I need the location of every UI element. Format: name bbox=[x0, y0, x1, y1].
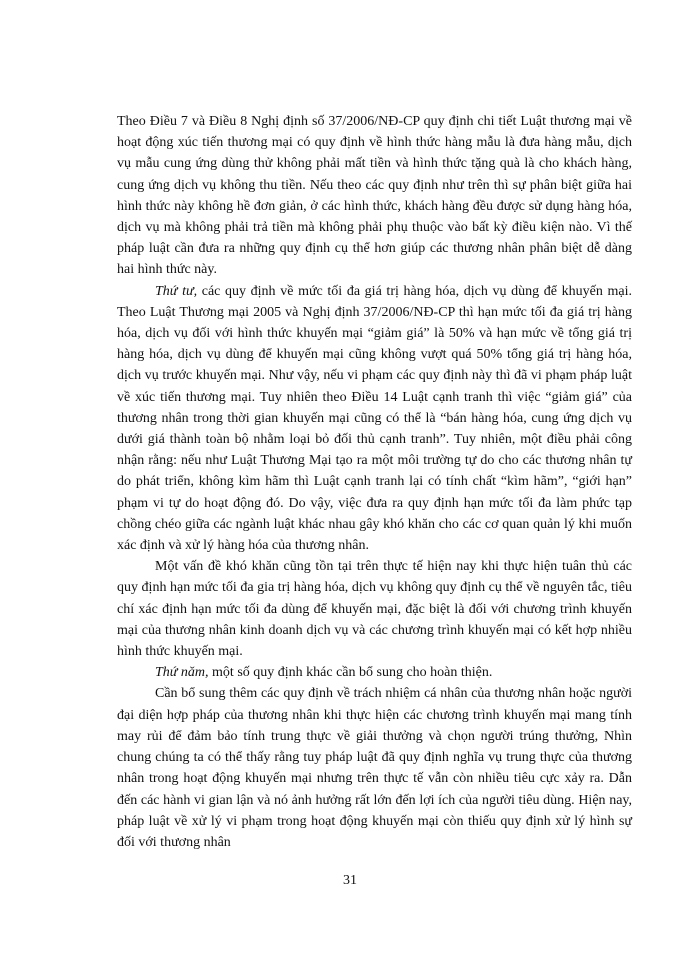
paragraph-1 bbox=[117, 111, 632, 281]
paragraph-2-text: các quy định về mức tối đa giá trị hàng hóa, dịch vụ dùng để khuyến mại. Theo Luật Thương mại 2005 và Nghị định 37/2006/NĐ-CP thì hạn mức tối đa giá trị hàng hóa, dịch vụ đối với hình thức khuyến mại “giảm giá” là 50% và hạn mức về tổng giá trị hàng hóa, dịch vụ dùng để khuyến mại cũng không vượt quá 50% tổng giá trị hàng hóa, dịch vụ trước khuyến mại. Như vậy, nếu vi phạm các quy định này thì đã vi phạm pháp luật về xúc tiến thương mại. Tuy nhiên theo Điều 14 Luật cạnh tranh thì việc “giảm giá” của thương nhân trong thời gian khuyến mại cũng có thể là “bán hàng hóa, cung ứng dịch vụ dưới giá thành toàn bộ nhằm loại bỏ đối thủ cạnh tranh”. Tuy nhiên, một điều phải công nhận rằng: nếu như Luật Thương Mại tạo ra một môi trường tự do cho các thương nhân tự do phát triển, không kìm hãm thì Luật cạnh tranh lại có tính chất “kìm hãm”, “giới hạn” phạm vi tự do hoạt động đó. Do vậy, việc đưa ra quy định hạn mức tối đa làm phức tạp chồng chéo giữa các ngành luật khác nhau gây khó khăn cho các cơ quan quản lý khi muốn xác định và xử lý hàng hóa của thương nhân. bbox=[117, 283, 632, 554]
paragraph-2 bbox=[117, 281, 632, 557]
body-text bbox=[117, 111, 632, 853]
paragraph-5 bbox=[117, 683, 632, 853]
paragraph-4 bbox=[117, 662, 632, 683]
paragraph-2-lead: Thứ tư, bbox=[155, 283, 198, 299]
paragraph-3 bbox=[117, 556, 632, 662]
paragraph-4-text: một số quy định khác cần bổ sung cho hoàn thiện. bbox=[208, 665, 493, 681]
paragraph-4-lead: Thứ năm, bbox=[155, 665, 209, 681]
paragraph-5-text: Cần bổ sung thêm các quy định về trách nhiệm cá nhân của thương nhân hoặc người đại diện hợp pháp của thương nhân khi thực hiện các chương trình khuyến mại mang tính may rủi để đảm bảo tính trung thực về giải thưởng và chọn người trúng thưởng, Nhìn chung chúng ta có thể thấy rằng tuy pháp luật đã quy định nghĩa vụ trung thực của thương nhân trong hoạt động khuyến mại nhưng trên thực tế vẫn còn nhiều tiêu cực xảy ra. Dẫn đến các hành vi gian lận và nó ảnh hưởng rất lớn đến lợi ích của người tiêu dùng. Hiện nay, pháp luật về xử lý vi phạm trong hoạt động khuyến mại còn thiếu quy định xử lý hình sự đối với thương nhân bbox=[117, 686, 632, 850]
paragraph-1-text: Theo Điều 7 và Điều 8 Nghị định số 37/2006/NĐ-CP quy định chi tiết Luật thương mại về hoạt động xúc tiến thương mại có quy định về hình thức hàng mẫu là đưa hàng mẫu, dịch vụ mẫu cung ứng dùng thử không phải mất tiền và hình thức tặng quà là cho khách hàng, cung ứng dịch vụ không thu tiền. Nếu theo các quy định như trên thì sự phân biệt giữa hai hình thức này không hề đơn giản, ở các hình thức, khách hàng đều được sử dụng hàng hóa, dịch vụ mà không phải trả tiền mà không phải phụ thuộc vào bất kỳ điều kiện nào. Vì thế pháp luật cần đưa ra những quy định cụ thể hơn giúp các thương nhân phân biệt dễ dàng hai hình thức này. bbox=[117, 114, 632, 278]
page-number: 31 bbox=[343, 873, 357, 888]
paragraph-3-text: Một vấn đề khó khăn cũng tồn tại trên thực tế hiện nay khi thực hiện tuân thủ các quy định hạn mức tối đa gia trị hàng hóa, dịch vụ không quy định cụ thể về nguyên tắc, tiêu chí xác định hạn mức tối đa dùng để khuyến mại, đặc biệt là đối với chương trình khuyến mại của thương nhân kinh doanh dịch vụ và các chương trình khuyến mại có kết hợp nhiều hình thức khuyến mại. bbox=[117, 559, 632, 660]
